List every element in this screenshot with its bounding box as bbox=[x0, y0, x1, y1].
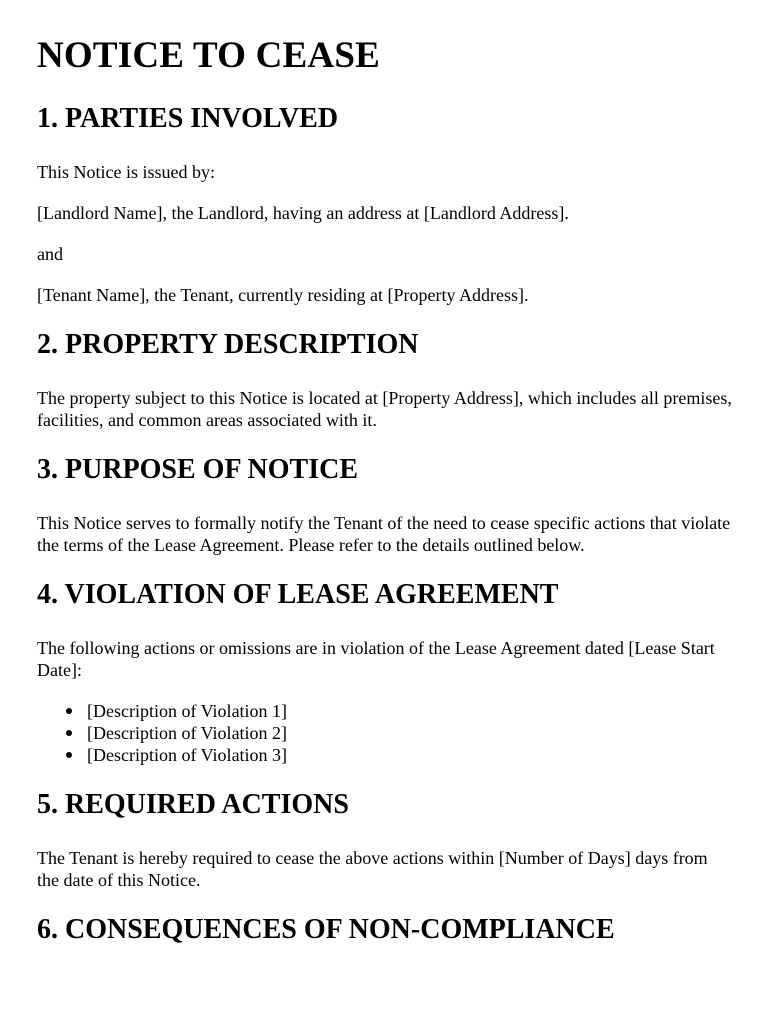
list-item bbox=[87, 722, 734, 744]
document-title: NOTICE TO CEASE bbox=[37, 35, 380, 76]
section-heading: 3. PURPOSE OF NOTICE bbox=[37, 454, 358, 485]
bullet-icon bbox=[66, 708, 72, 714]
paragraph: The Tenant is hereby required to cease the above actions within [Number of Days] days from the date of this Notice. bbox=[37, 848, 708, 890]
bullet-icon bbox=[66, 752, 72, 758]
paragraph: [Landlord Name], the Landlord, having an address at [Landlord Address]. bbox=[37, 203, 569, 223]
section-heading: 4. VIOLATION OF LEASE AGREEMENT bbox=[37, 579, 559, 610]
section-purpose bbox=[37, 454, 734, 556]
bullet-icon bbox=[66, 730, 72, 736]
list-item-text: [Description of Violation 1] bbox=[87, 701, 288, 721]
section-property bbox=[37, 329, 734, 431]
section-heading: 1. PARTIES INVOLVED bbox=[37, 103, 339, 134]
paragraph: The property subject to this Notice is located at [Property Address], which includes all premises, facilities, and common areas associated with it. bbox=[37, 388, 732, 430]
section-heading: 6. CONSEQUENCES OF NON-COMPLIANCE bbox=[37, 914, 615, 945]
section-required bbox=[37, 789, 734, 891]
section-consequences bbox=[37, 914, 734, 946]
paragraph: This Notice serves to formally notify the Tenant of the need to cease specific actions that violate the terms of the Lease Agreement. Please refer to the details outlined below. bbox=[37, 513, 731, 555]
paragraph: [Tenant Name], the Tenant, currently residing at [Property Address]. bbox=[37, 285, 529, 305]
section-parties bbox=[37, 103, 734, 306]
paragraph: This Notice is issued by: bbox=[37, 162, 215, 182]
section-violation bbox=[37, 579, 734, 766]
section-heading: 2. PROPERTY DESCRIPTION bbox=[37, 329, 419, 360]
list-item-text: [Description of Violation 2] bbox=[87, 723, 288, 743]
list-item bbox=[87, 744, 734, 766]
list-item bbox=[87, 700, 734, 722]
violation-list bbox=[37, 700, 734, 766]
paragraph: and bbox=[37, 244, 63, 264]
section-heading: 5. REQUIRED ACTIONS bbox=[37, 789, 349, 820]
paragraph: The following actions or omissions are in violation of the Lease Agreement dated [Lease Start Date]: bbox=[37, 638, 715, 680]
list-item-text: [Description of Violation 3] bbox=[87, 745, 288, 765]
